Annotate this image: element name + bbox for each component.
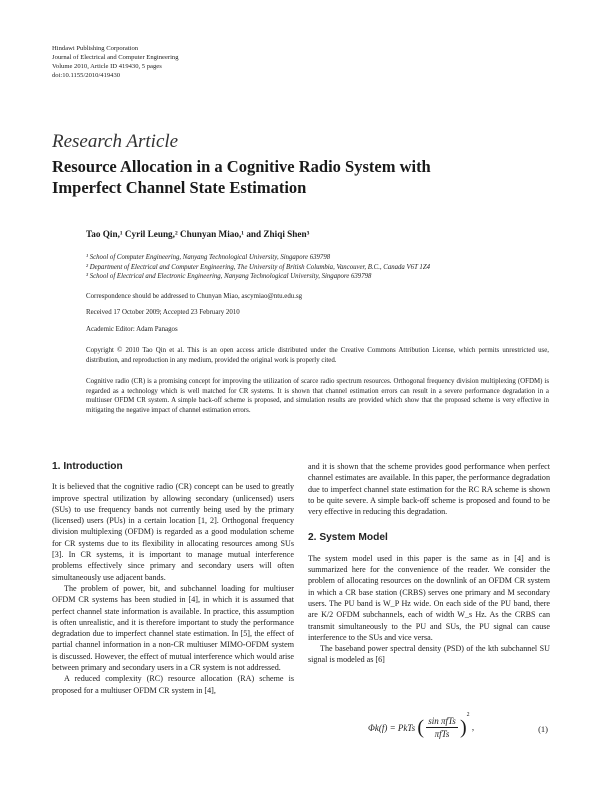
section-1-title: 1. Introduction: [52, 461, 123, 472]
authors: Tao Qin,¹ Cyril Leung,² Chunyan Miao,¹ and Zhiqi Shen³: [86, 229, 310, 239]
equation-1: [308, 712, 550, 752]
correspondence: Correspondence should be addressed to Chunyan Miao, ascymiao@ntu.edu.sg: [86, 293, 303, 300]
section-2-title: 2. System Model: [308, 532, 388, 544]
intro-paragraph-1: It is believed that the cognitive radio (CR) concept can be used to greatly improve spectral utilization by allowing secondary (unlicensed) users (SUs) to use frequency bands not currently being used by the primary (licensed) users (PUs) in a certain location [1, 2]. Orthogonal frequency division multiplexing (OFDM) is regarded as a good modulation scheme for CR systems due to its flexibility in allocating resources among SUs [3]. In CR systems, it is important to manage mutual interference problems effectively since primary and secondary users will often simultaneously use adjacent bands.: [52, 482, 294, 582]
equation-number: (1): [538, 724, 548, 734]
affiliation-3: ³ School of Electrical and Electronic Engineering, Nanyang Technological University, Singapore 639798: [86, 273, 372, 281]
system-model-paragraph-1: The system model used in this paper is the same as in [4] and is summarized here for the convenience of the reader. We consider the problem of allocating resources on the downlink of an OFDM CR system in which a CR base station (CRBS) serves one primary and M secondary users. The PU band is W_P Hz wide. On each side of the PU band, there are K/2 OFDM subchannels, each of width W_s Hz. As the CRBS can transmit simultaneously to the PU and SUs, the PU signal can cause interference to the SUs and vice versa.: [308, 553, 550, 642]
equation-exponent: 2: [466, 712, 470, 718]
journal-name: Journal of Electrical and Computer Engineering: [52, 54, 179, 61]
intro-paragraph-3: A reduced complexity (RC) resource allocation (RA) scheme is proposed for a multiuser OFDM CR system in [4],: [52, 674, 294, 695]
affiliation-2: ² Department of Electrical and Computer Engineering, The University of British Columbia, Vancouver, B.C., Canada V6T 1Z4: [86, 263, 430, 271]
abstract: Cognitive radio (CR) is a promising concept for improving the utilization of scarce radio spectrum resources. Orthogonal frequency division multiplexing (OFDM) is regarded as a technology which is well matched for CR systems. It is shown that channel estimation errors can result in a severe performance degradation in a multiuser OFDM CR system. A simple back-off scheme is proposed, and simulation results are provided which show that the proposed scheme is very effective in mitigating the negative impact of channel estimation errors.: [86, 378, 549, 414]
title-line-2: Imperfect Channel State Estimation: [52, 178, 307, 197]
equation-body: Φk(f) = PkTs ( sin πfTs πfTs )$^2$ ,: [368, 712, 475, 740]
equation-numerator: sin πfTs: [428, 716, 456, 727]
equation-denominator: πfTs: [434, 729, 450, 740]
journal-header: [52, 44, 179, 80]
left-column: [52, 461, 294, 696]
publisher: Hindawi Publishing Corporation: [52, 45, 139, 52]
doi: doi:10.1155/2010/419430: [52, 72, 121, 79]
right-column: [308, 461, 550, 666]
title-line-1: Resource Allocation in a Cognitive Radio System with: [52, 157, 431, 176]
intro-paragraph-4: and it is shown that the scheme provides good performance when perfect channel estimates are available. In this paper, the performance degradation due to imperfect channel state estimation for the RC RA scheme is shown to be quite severe. A simple back-off scheme is proposed and found to be very effective in reducing this degradation.: [308, 462, 550, 517]
article-type: Research Article: [52, 131, 179, 152]
equation-lhs: Φk(f) = PkTs: [368, 722, 416, 733]
volume-info: Volume 2010, Article ID 419430, 5 pages: [52, 63, 162, 70]
affiliation-1: ¹ School of Computer Engineering, Nanyang Technological University, Singapore 639798: [86, 254, 331, 261]
affiliations: [86, 253, 430, 282]
copyright-notice: Copyright © 2010 Tao Qin et al. This is an open access article distributed under the Creative Commons Attribution License, which permits unrestricted use, distribution, and reproduction in any medium, provided the original work is properly cited.: [86, 347, 549, 364]
intro-paragraph-2: The problem of power, bit, and subchannel loading for multiuser OFDM CR systems has been studied in [4], in which it is assumed that perfect channel state information is available. In practice, this assumption is often unrealistic, and it is therefore important to study the performance degradation due to imperfect channel state estimation. In [5], the effect of partial channel information in a non-CR multiuser MIMO-OFDM system is discussed. However, the effect of mutual interference which would arise between primary and secondary users in a CR system is not addressed.: [52, 583, 294, 673]
system-model-paragraph-2: The baseband power spectral density (PSD) of the kth subchannel SU signal is modeled as [6]: [308, 644, 550, 665]
academic-editor: Academic Editor: Adam Panagos: [86, 326, 178, 333]
paper-title: [52, 156, 552, 198]
received-dates: Received 17 October 2009; Accepted 23 February 2010: [86, 309, 240, 316]
